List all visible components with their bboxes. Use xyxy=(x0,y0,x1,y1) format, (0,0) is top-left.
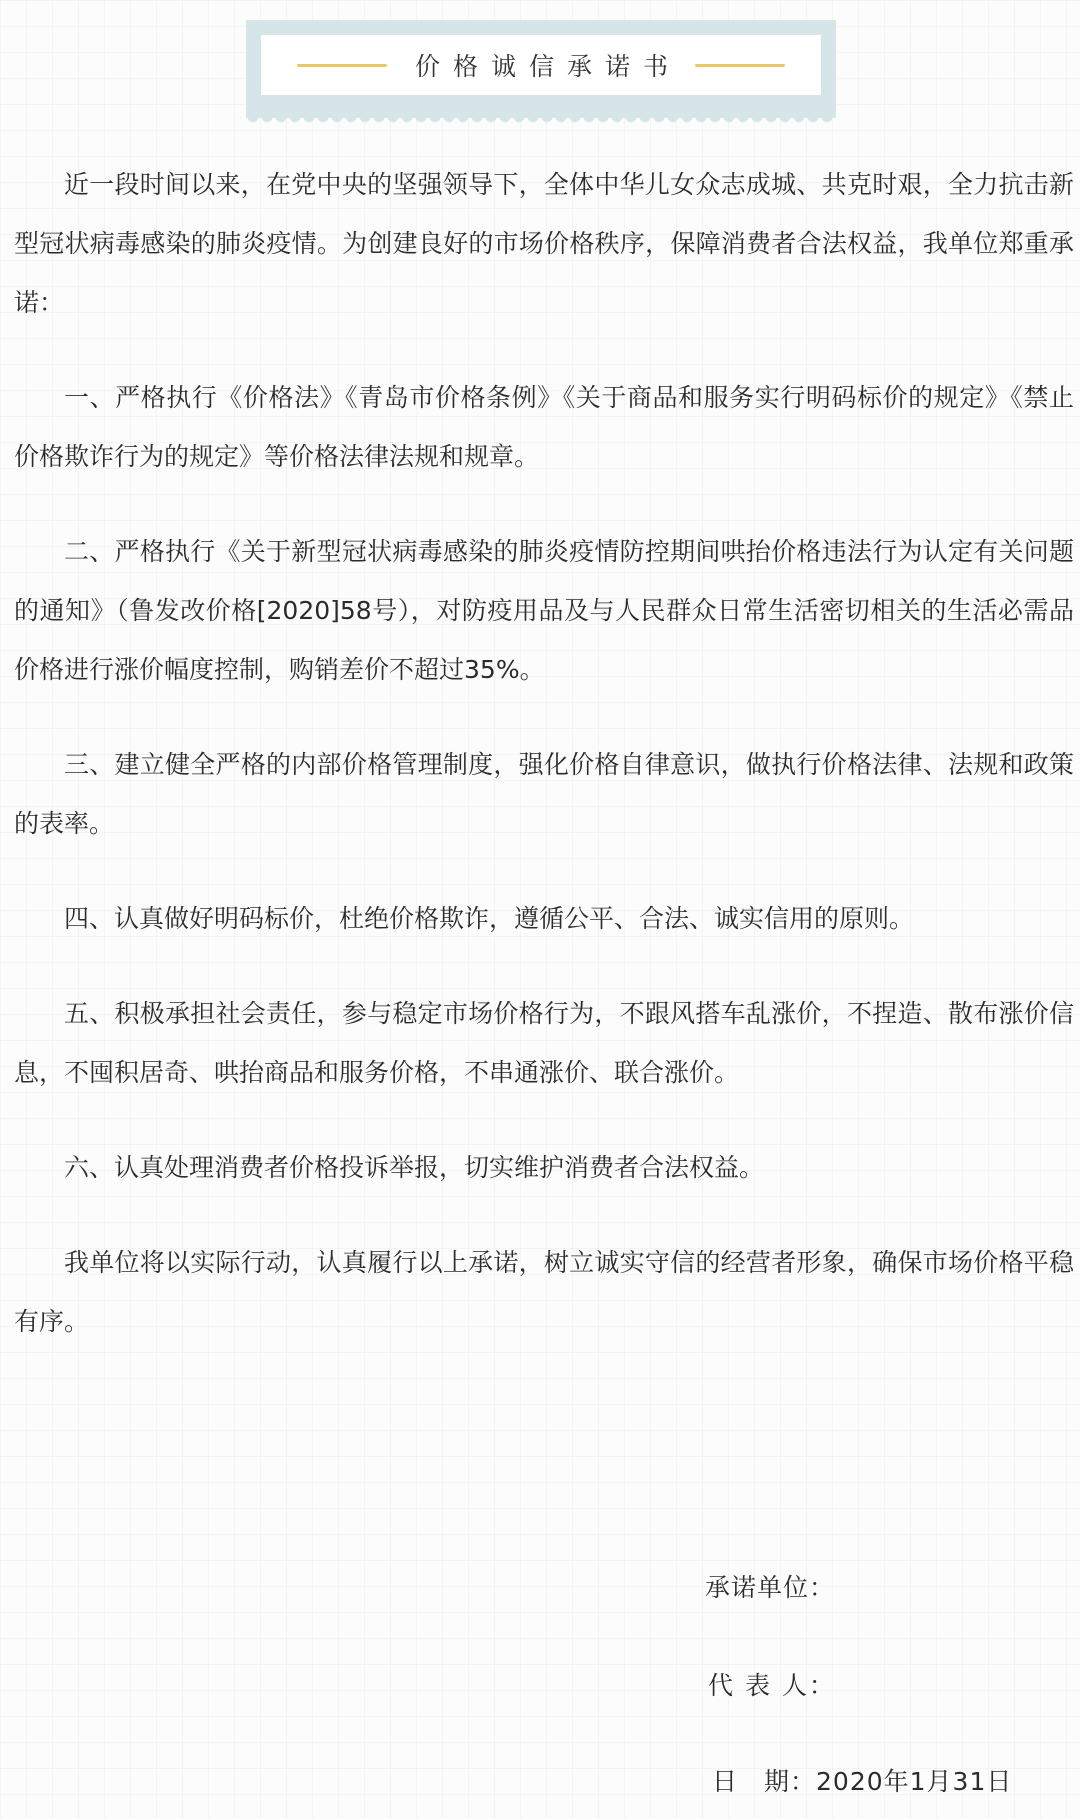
commitment-item-4: 四、认真做好明码标价，杜绝价格欺诈，遵循公平、合法、诚实信用的原则。 xyxy=(64,904,915,933)
commitment-item-3: 三、建立健全严格的内部价格管理制度，强化价格自律意识，做执行价格法律、法规和政策的表率。 xyxy=(14,750,1074,838)
signature-rep-label: 代 表 人： xyxy=(708,1671,836,1700)
commitment-item-1: 一、严格执行《价格法》《青岛市价格条例》《关于商品和服务实行明码标价的规定》《禁止价格欺诈行为的规定》等价格法律法规和规章。 xyxy=(14,383,1074,471)
signature-date xyxy=(712,1762,1012,1798)
closing-paragraph: 我单位将以实际行动，认真履行以上承诺，树立诚实守信的经营者形象，确保市场价格平稳有序。 xyxy=(14,1248,1074,1336)
title-line-right xyxy=(695,64,785,67)
commitment-item-2: 二、严格执行《关于新型冠状病毒感染的肺炎疫情防控期间哄抬价格违法行为认定有关问题的通知》（鲁发改价格[2020]58号），对防疫用品及与人民群众日常生活密切相关的生活必需品价格进行涨价幅度控制，购销差价不超过35%。 xyxy=(14,537,1074,684)
signature-date-value: 2020年1月31日 xyxy=(816,1767,1013,1796)
title-banner xyxy=(246,20,836,118)
signature-unit-label: 承诺单位： xyxy=(705,1573,836,1602)
title-line-left xyxy=(297,64,387,67)
intro-paragraph: 近一段时间以来，在党中央的坚强领导下，全体中华儿女众志成城、共克时艰，全力抗击新型冠状病毒感染的肺炎疫情。为创建良好的市场价格秩序，保障消费者合法权益，我单位郑重承诺： xyxy=(14,170,1074,317)
title-box xyxy=(261,35,821,95)
commitment-body xyxy=(14,155,1074,1387)
page-title: 价格诚信承诺书 xyxy=(414,52,681,81)
commitment-item-6: 六、认真处理消费者价格投诉举报，切实维护消费者合法权益。 xyxy=(64,1153,765,1182)
commitment-item-5: 五、积极承担社会责任，参与稳定市场价格行为，不跟风搭车乱涨价，不捏造、散布涨价信息，不囤积居奇、哄抬商品和服务价格，不串通涨价、联合涨价。 xyxy=(14,999,1074,1087)
signature-date-label: 日 期： xyxy=(712,1767,817,1796)
